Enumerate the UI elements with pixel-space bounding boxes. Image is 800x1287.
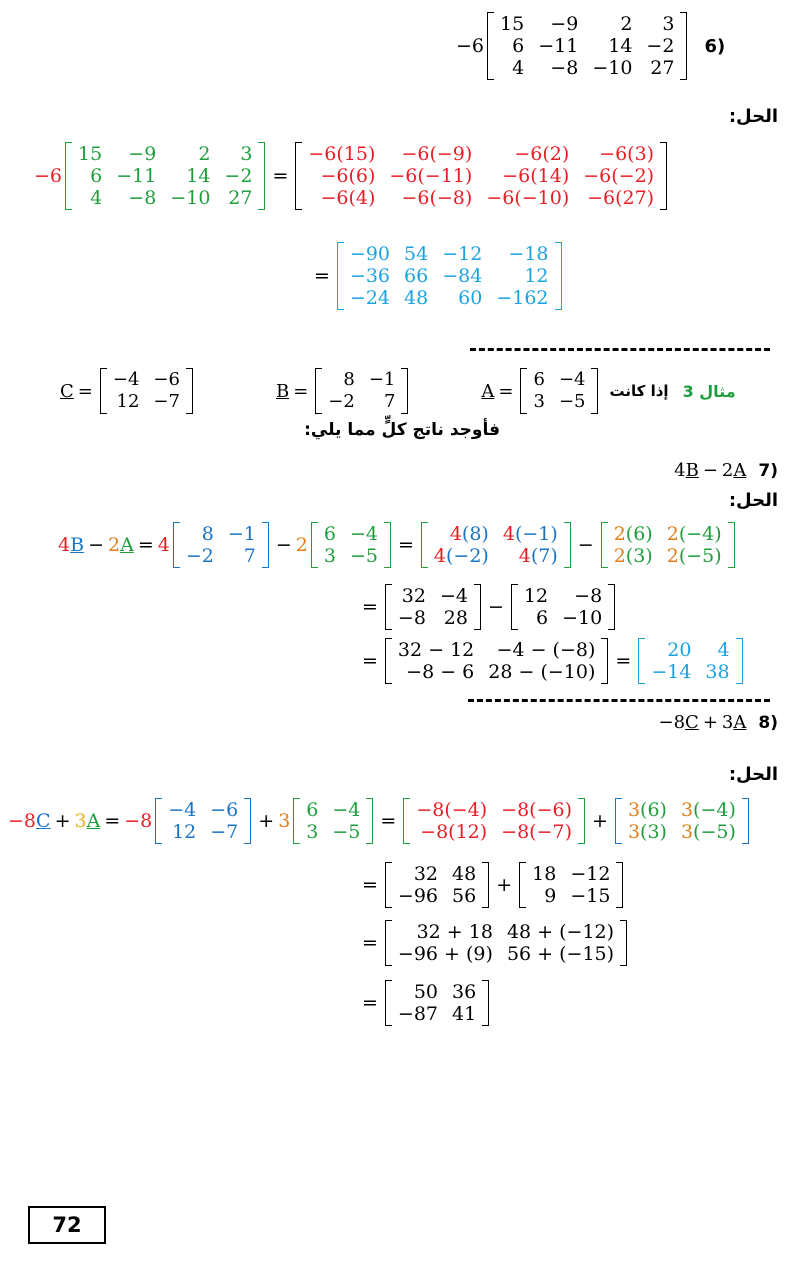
matrix-cell: 8 xyxy=(343,369,355,390)
matrix-cell: 3 xyxy=(662,13,675,35)
bracket-left xyxy=(293,798,300,844)
equals-sign: = xyxy=(362,932,378,954)
matrix-cell: 48 xyxy=(452,863,477,885)
matrix-cell: −8 xyxy=(550,57,579,79)
equals-sign: = xyxy=(137,534,154,556)
q6-step1 xyxy=(34,142,670,210)
matrix-cell: −12 xyxy=(442,243,483,265)
bracket-left xyxy=(615,798,622,844)
bracket-left xyxy=(403,798,410,844)
matrix-cell: 3 xyxy=(323,545,336,567)
bracket-left xyxy=(511,584,518,630)
matrix-grid xyxy=(344,242,555,310)
matrix-cell: −6(−10) xyxy=(486,187,570,209)
q7-problem xyxy=(674,460,778,481)
matrix-cell: −24 xyxy=(349,287,391,309)
matrix-cell: −2 xyxy=(224,165,253,187)
bracket-left xyxy=(520,368,527,414)
bracket-left xyxy=(65,142,72,210)
equals-sign: = xyxy=(397,534,414,556)
matrix-grid xyxy=(392,584,474,630)
matrix-cell: 4 xyxy=(717,639,730,661)
matrix-cell: −10 xyxy=(562,607,603,629)
matrix-cell: −8 xyxy=(574,585,603,607)
q6-number: (6 xyxy=(704,35,726,57)
divider-1 xyxy=(470,348,770,351)
bracket-right xyxy=(401,368,408,414)
plus-sign: + xyxy=(496,874,513,896)
matrix-cell: 3 xyxy=(240,143,253,165)
q7-step2 xyxy=(358,584,618,630)
matrix-cell: 32 − 12 xyxy=(397,639,475,661)
q8-step3-matrix xyxy=(385,920,627,966)
matrix-cell: −6(−2) xyxy=(583,165,655,187)
q7-b: B xyxy=(70,534,85,556)
q7-a: A xyxy=(733,460,747,481)
q8-coef-3: 3 xyxy=(278,810,291,832)
matrix-cell: 12 xyxy=(523,585,549,607)
matrix-cell: 41 xyxy=(452,1003,477,1025)
q8-scaled-a xyxy=(615,798,749,844)
matrix-cell: −14 xyxy=(651,661,692,683)
matrix-cell: −10 xyxy=(592,57,633,79)
matrix-cell: 56 + (−15) xyxy=(506,943,615,965)
matrix-cell: 6 xyxy=(533,369,545,390)
minus-sign: − xyxy=(487,596,504,618)
plus-sign: + xyxy=(54,810,71,832)
matrix-grid xyxy=(410,798,578,844)
matrix-cell: 4(7) xyxy=(518,545,558,567)
matrix-cell: 7 xyxy=(383,391,396,412)
matrix-cell: −6(4) xyxy=(320,187,376,209)
q7-coef-2: 2 xyxy=(107,534,121,556)
matrix-cell: 3(6) xyxy=(627,799,667,821)
matrix-cell: 32 + 18 xyxy=(416,921,493,943)
matrix-cell: −7 xyxy=(153,391,180,412)
bracket-left xyxy=(385,862,392,908)
matrix-cell: 3(−5) xyxy=(680,821,736,843)
q7-step2-right xyxy=(511,584,615,630)
q7-result-matrix xyxy=(638,638,742,684)
bracket-left xyxy=(385,980,392,1026)
q7-step2-left xyxy=(385,584,481,630)
bracket-left xyxy=(638,638,645,684)
q8-coef-8: −8 xyxy=(8,810,37,832)
matrix-cell: −6(6) xyxy=(320,165,376,187)
matrix-cell: −6(−8) xyxy=(401,187,473,209)
matrix-cell: 28 − (−10) xyxy=(488,661,596,683)
matrix-cell: −162 xyxy=(496,287,549,309)
matrix-cell: 27 xyxy=(228,187,253,209)
q8-matrix-a xyxy=(293,798,373,844)
bracket-right xyxy=(244,798,251,844)
matrix-cell: −1 xyxy=(368,369,396,390)
q6-step1-scalar: −6 xyxy=(34,165,63,187)
q7-scaled-a xyxy=(601,522,735,568)
matrix-cell: −4 xyxy=(439,585,468,607)
matrix-cell: 14 xyxy=(186,165,211,187)
matrix-cell: −7 xyxy=(210,821,239,843)
bracket-left xyxy=(173,522,180,568)
equals-sign: = xyxy=(362,992,378,1014)
bracket-right xyxy=(616,862,623,908)
example3-definitions xyxy=(60,368,736,414)
matrix-cell: −5 xyxy=(332,821,361,843)
matrix-cell: −5 xyxy=(349,545,378,567)
q7-a: A xyxy=(120,534,134,556)
matrix-cell: −5 xyxy=(558,391,586,412)
matrix-cell: 32 xyxy=(401,585,426,607)
matrix-cell: −90 xyxy=(349,243,391,265)
q8-coef-8: −8 xyxy=(124,810,153,832)
matrix-cell: 50 xyxy=(413,981,439,1003)
matrix-cell: −6 xyxy=(153,369,180,390)
matrix-cell: 2(−4) xyxy=(666,523,722,545)
matrix-cell: 2(6) xyxy=(613,523,653,545)
equals-sign: = xyxy=(104,810,121,832)
minus-sign: − xyxy=(577,534,594,556)
q6-scalar: −6 xyxy=(456,35,485,57)
q6-matrix xyxy=(487,12,687,80)
matrix-cell: 12 xyxy=(524,265,549,287)
minus-sign: − xyxy=(702,460,718,481)
equals-sign: = xyxy=(380,810,397,832)
bracket-left xyxy=(601,522,608,568)
matrix-cell: −9 xyxy=(128,143,157,165)
q8-coef-8: −8 xyxy=(658,712,686,733)
minus-sign: − xyxy=(275,534,292,556)
bracket-right xyxy=(564,522,571,568)
bracket-right xyxy=(482,862,489,908)
matrix-cell: −96 xyxy=(397,885,439,907)
matrix-c-name: C xyxy=(60,380,74,402)
matrix-cell: 4 xyxy=(512,57,525,79)
matrix-cell: −18 xyxy=(508,243,549,265)
bracket-right xyxy=(555,242,562,310)
q6-problem xyxy=(456,12,725,80)
matrix-cell: 66 xyxy=(404,265,429,287)
q7-coef-4: 4 xyxy=(58,534,71,556)
minus-sign: − xyxy=(88,534,104,556)
matrix-cell: −8 − 6 xyxy=(406,661,475,683)
matrix-grid xyxy=(392,862,482,908)
q7-scaled-b xyxy=(421,522,571,568)
matrix-cell: 2 xyxy=(620,13,633,35)
q8-solution-label: الحل: xyxy=(728,764,778,785)
bracket-left xyxy=(385,584,392,630)
matrix-cell: −8 xyxy=(128,187,157,209)
matrix-cell: 32 xyxy=(413,863,439,885)
matrix-grid xyxy=(322,368,401,414)
matrix-grid xyxy=(527,368,591,414)
q7-coef-4: 4 xyxy=(157,534,170,556)
matrix-cell: −6(14) xyxy=(502,165,570,187)
equals-sign: = xyxy=(314,265,330,287)
matrix-cell: 6 xyxy=(512,35,525,57)
page-number: 72 xyxy=(28,1206,106,1244)
matrix-cell: 9 xyxy=(544,885,557,907)
q8-problem xyxy=(659,712,779,733)
matrix-grid xyxy=(392,980,482,1026)
matrix-grid xyxy=(392,920,620,966)
matrix-cell: 6 xyxy=(323,523,336,545)
matrix-cell: −1 xyxy=(227,523,256,545)
plus-sign: + xyxy=(258,810,275,832)
matrix-cell: −6 xyxy=(210,799,239,821)
matrix-grid xyxy=(302,142,660,210)
matrix-cell: 60 xyxy=(458,287,483,309)
bracket-right xyxy=(366,798,373,844)
bracket-left xyxy=(487,12,494,80)
matrix-grid xyxy=(526,862,616,908)
matrix-cell: 14 xyxy=(608,35,633,57)
matrix-cell: 20 xyxy=(667,639,692,661)
bracket-right xyxy=(736,638,743,684)
plus-sign: + xyxy=(592,810,608,832)
bracket-right xyxy=(474,584,481,630)
matrix-grid xyxy=(645,638,735,684)
matrix-cell: −6(−11) xyxy=(389,165,473,187)
bracket-left xyxy=(421,522,428,568)
q8-scaled-c xyxy=(403,798,585,844)
matrix-cell: 6 xyxy=(535,607,549,629)
matrix-cell: 48 + (−12) xyxy=(506,921,615,943)
matrix-b-name: B xyxy=(275,380,290,402)
matrix-grid xyxy=(318,522,384,568)
q8-result-matrix xyxy=(385,980,489,1026)
matrix-cell: −87 xyxy=(397,1003,439,1025)
q6-step1-matrix xyxy=(65,142,265,210)
matrix-cell: 18 xyxy=(532,863,557,885)
matrix-grid xyxy=(608,522,728,568)
bracket-left xyxy=(315,368,322,414)
q7-step3 xyxy=(358,638,746,684)
matrix-cell: −4 xyxy=(332,799,361,821)
bracket-right xyxy=(728,522,735,568)
bracket-left xyxy=(385,638,392,684)
q7-coef-4: 4 xyxy=(674,460,686,481)
bracket-left xyxy=(295,142,302,210)
q8-a: A xyxy=(86,810,101,832)
bracket-right xyxy=(578,798,585,844)
matrix-cell: −11 xyxy=(538,35,579,57)
matrix-cell: 4(−2) xyxy=(433,545,489,567)
matrix-grid xyxy=(518,584,608,630)
q8-a: A xyxy=(733,712,747,733)
matrix-grid xyxy=(72,142,258,210)
matrix-cell: −8(−4) xyxy=(416,799,488,821)
matrix-cell: 3(3) xyxy=(627,821,667,843)
equals-sign: = xyxy=(362,874,378,896)
q7-step3-matrix xyxy=(385,638,608,684)
q7-matrix-a xyxy=(311,522,391,568)
bracket-left xyxy=(100,368,107,414)
bracket-right xyxy=(258,142,265,210)
matrix-cell: 6 xyxy=(90,165,103,187)
bracket-right xyxy=(742,798,749,844)
example3-label: مثال 3 xyxy=(682,381,736,401)
q8-step1 xyxy=(8,798,752,844)
q7-number: (7 xyxy=(758,460,778,481)
matrix-cell: −15 xyxy=(570,885,611,907)
matrix-cell: −84 xyxy=(442,265,483,287)
matrix-cell: −4 xyxy=(558,369,586,390)
bracket-right xyxy=(482,980,489,1026)
matrix-cell: 2(−5) xyxy=(666,545,722,567)
matrix-grid xyxy=(162,798,244,844)
matrix-cell: −6(27) xyxy=(587,187,655,209)
plus-sign: + xyxy=(702,712,718,733)
bracket-left xyxy=(311,522,318,568)
matrix-cell: 4(−1) xyxy=(502,523,558,545)
q7-coef-2: 2 xyxy=(721,460,734,481)
matrix-a-name: A xyxy=(481,380,495,402)
matrix-cell: 48 xyxy=(404,287,429,309)
bracket-right xyxy=(591,368,598,414)
bracket-right xyxy=(262,522,269,568)
equals-sign: = xyxy=(362,596,378,618)
equals-sign: = xyxy=(615,650,632,672)
q7-b: B xyxy=(685,460,699,481)
matrix-cell: −2 xyxy=(185,545,214,567)
q8-step3 xyxy=(358,920,630,966)
matrix-cell: 12 xyxy=(172,821,197,843)
q6-step2 xyxy=(310,242,565,310)
matrix-cell: 2 xyxy=(198,143,211,165)
matrix-cell: 15 xyxy=(500,13,525,35)
matrix-cell: −6(2) xyxy=(514,143,570,165)
equals-sign: = xyxy=(498,380,514,402)
matrix-cell: −36 xyxy=(349,265,391,287)
q8-step2-left xyxy=(385,862,489,908)
bracket-right xyxy=(660,142,667,210)
bracket-right xyxy=(384,522,391,568)
matrix-grid xyxy=(180,522,262,568)
q7-step1 xyxy=(58,522,738,568)
equals-sign: = xyxy=(293,380,309,402)
matrix-cell: −11 xyxy=(116,165,157,187)
matrix-cell: −9 xyxy=(550,13,579,35)
matrix-grid xyxy=(107,368,186,414)
matrix-cell: 27 xyxy=(650,57,675,79)
matrix-c xyxy=(100,368,193,414)
q8-matrix-c xyxy=(155,798,251,844)
matrix-grid xyxy=(494,12,680,80)
bracket-right xyxy=(680,12,687,80)
matrix-cell: −4 xyxy=(112,369,140,390)
matrix-cell: −8(12) xyxy=(420,821,488,843)
matrix-grid xyxy=(392,638,601,684)
matrix-cell: −2 xyxy=(646,35,675,57)
matrix-grid xyxy=(428,522,564,568)
q8-step2 xyxy=(358,862,626,908)
matrix-cell: 8 xyxy=(201,523,214,545)
matrix-cell: −10 xyxy=(170,187,211,209)
matrix-cell: −8 xyxy=(397,607,426,629)
matrix-cell: 2(3) xyxy=(613,545,653,567)
q6-expanded-matrix xyxy=(295,142,667,210)
matrix-cell: 7 xyxy=(243,545,256,567)
matrix-cell: 4 xyxy=(90,187,103,209)
q8-c: C xyxy=(36,810,51,832)
matrix-cell: 3 xyxy=(533,391,545,412)
matrix-cell: 28 xyxy=(443,607,468,629)
matrix-cell: −2 xyxy=(328,391,355,412)
matrix-cell: −6(−9) xyxy=(401,143,473,165)
matrix-cell: 3(−4) xyxy=(680,799,736,821)
matrix-cell: −8(−6) xyxy=(501,799,573,821)
equals-sign: = xyxy=(362,650,378,672)
bracket-right xyxy=(608,584,615,630)
matrix-cell: −4 xyxy=(168,799,197,821)
bracket-left xyxy=(519,862,526,908)
matrix-grid xyxy=(300,798,366,844)
matrix-cell: −12 xyxy=(570,863,611,885)
q8-coef-3: 3 xyxy=(74,810,87,832)
bracket-right xyxy=(601,638,608,684)
q8-number: (8 xyxy=(758,712,778,733)
matrix-grid xyxy=(622,798,742,844)
q6-solution-label: الحل: xyxy=(728,106,778,127)
matrix-cell: 6 xyxy=(306,799,319,821)
matrix-cell: 38 xyxy=(705,661,730,683)
matrix-cell: 56 xyxy=(452,885,477,907)
divider-2 xyxy=(468,699,770,702)
matrix-cell: 12 xyxy=(116,391,140,412)
matrix-b xyxy=(315,368,408,414)
q8-coef-3: 3 xyxy=(721,712,734,733)
equals-sign: = xyxy=(77,380,93,402)
q6-result-matrix xyxy=(337,242,562,310)
bracket-left xyxy=(385,920,392,966)
matrix-cell: −6(15) xyxy=(308,143,376,165)
example3-instruction: فأوجد ناتج كلٍّ مما يلي: xyxy=(304,420,500,440)
matrix-cell: 4(8) xyxy=(449,523,489,545)
matrix-a xyxy=(520,368,598,414)
q8-c: C xyxy=(685,712,699,733)
bracket-right xyxy=(186,368,193,414)
matrix-cell: −6(3) xyxy=(599,143,655,165)
matrix-cell: −96 + (9) xyxy=(397,943,493,965)
matrix-cell: −4 − (−8) xyxy=(496,639,596,661)
bracket-left xyxy=(337,242,344,310)
q8-step2-right xyxy=(519,862,623,908)
matrix-cell: −8(−7) xyxy=(501,821,573,843)
q7-matrix-b xyxy=(173,522,269,568)
matrix-cell: 15 xyxy=(78,143,103,165)
matrix-cell: 3 xyxy=(306,821,319,843)
matrix-cell: −4 xyxy=(349,523,378,545)
q8-step4 xyxy=(358,980,492,1026)
bracket-right xyxy=(620,920,627,966)
matrix-cell: 36 xyxy=(452,981,477,1003)
q7-coef-2: 2 xyxy=(295,534,308,556)
bracket-left xyxy=(155,798,162,844)
matrix-cell: 54 xyxy=(404,243,429,265)
equals-sign: = xyxy=(272,165,289,187)
q7-solution-label: الحل: xyxy=(728,490,778,511)
if-text: إذا كانت xyxy=(609,382,669,400)
